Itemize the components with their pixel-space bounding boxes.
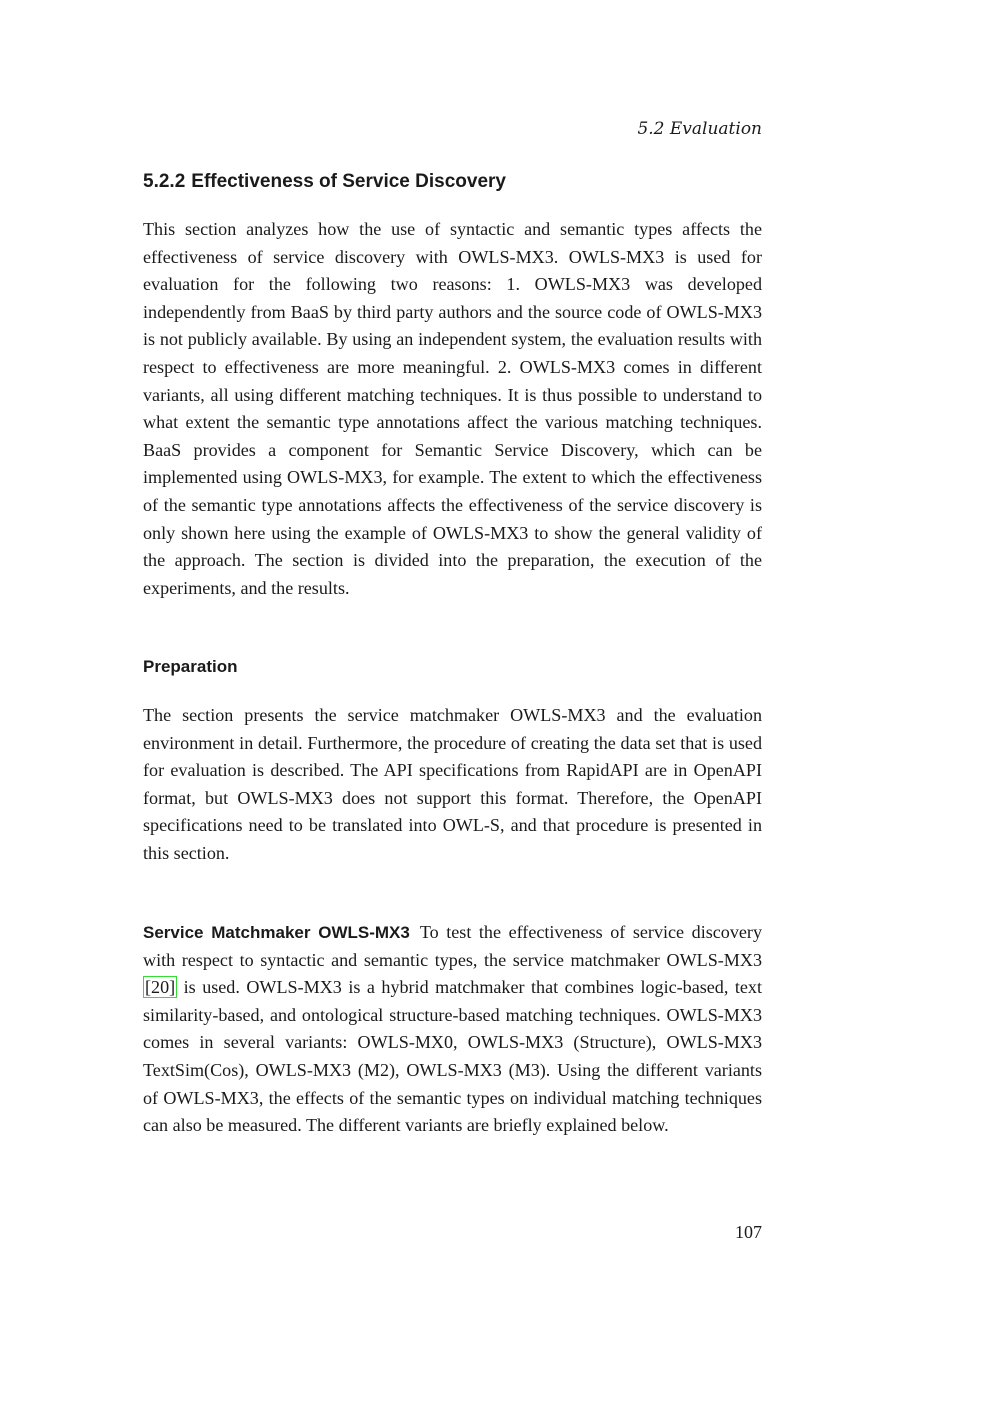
preparation-paragraph: The section presents the service matchmaker OWLS-MX3 and the evaluation environment in detail. Furthermore, the procedure of creating the data set that is used for evaluation is described. The API specifications from RapidAPI are in OpenAPI format, but OWLS-MX3 does not support this format. Therefore, the OpenAPI specifications need to be translated into OWL-S, and that procedure is presented in this section. (143, 705, 762, 863)
section-title-text: Effectiveness of Service Discovery (191, 171, 506, 192)
page-number: 107 (735, 1222, 762, 1242)
matchmaker-text-start: To test the effectiveness of service discovery with respect to syntactic and semantic types, the service matchmaker OWLS-MX3 (143, 922, 762, 970)
section-title (143, 168, 506, 196)
matchmaker-runin-heading: Service Matchmaker OWLS-MX3 (143, 923, 410, 942)
matchmaker-paragraph (143, 919, 762, 1140)
intro-paragraph: This section analyzes how the use of syntactic and semantic types affects the effectiveness of service discovery with OWLS-MX3. OWLS-MX3 is used for evaluation for the following two reasons: 1. OWLS-MX3 was developed independently from BaaS by third party authors and the source code of OWLS-MX3 is not publicly available. By using an independent system, the evaluation results with respect to effectiveness are more meaningful. 2. OWLS-MX3 comes in different variants, all using different matching techniques. It is thus possible to understand to what extent the semantic type annotations affect the various matching techniques. BaaS provides a component for Semantic Service Discovery, which can be implemented using OWLS-MX3, for example. The extent to which the effectiveness of the semantic type annotations affects the effectiveness of the service discovery is only shown here using the example of OWLS-MX3 to show the general validity of the approach. The section is divided into the preparation, the execution of the experiments, and the results. (143, 219, 762, 598)
preparation-heading: Preparation (143, 657, 238, 676)
citation-link[interactable]: [20] (145, 977, 176, 998)
matchmaker-text-end: is used. OWLS-MX3 is a hybrid matchmaker that combines logic-based, text similarity-based, and ontological structure-based matching techniques. OWLS-MX3 comes in several variants: OWLS-MX0, OWLS-MX3 (Structure), OWLS-MX3 TextSim(Cos), OWLS-MX3 (M2), OWLS-MX3 (M3). Using the different variants of OWLS-MX3, the effects of the semantic types on individual matching techniques can also be measured. The different variants are briefly explained below. (143, 977, 762, 1136)
section-number: 5.2.2 (143, 171, 186, 192)
running-header: 5.2 Evaluation (637, 119, 762, 139)
